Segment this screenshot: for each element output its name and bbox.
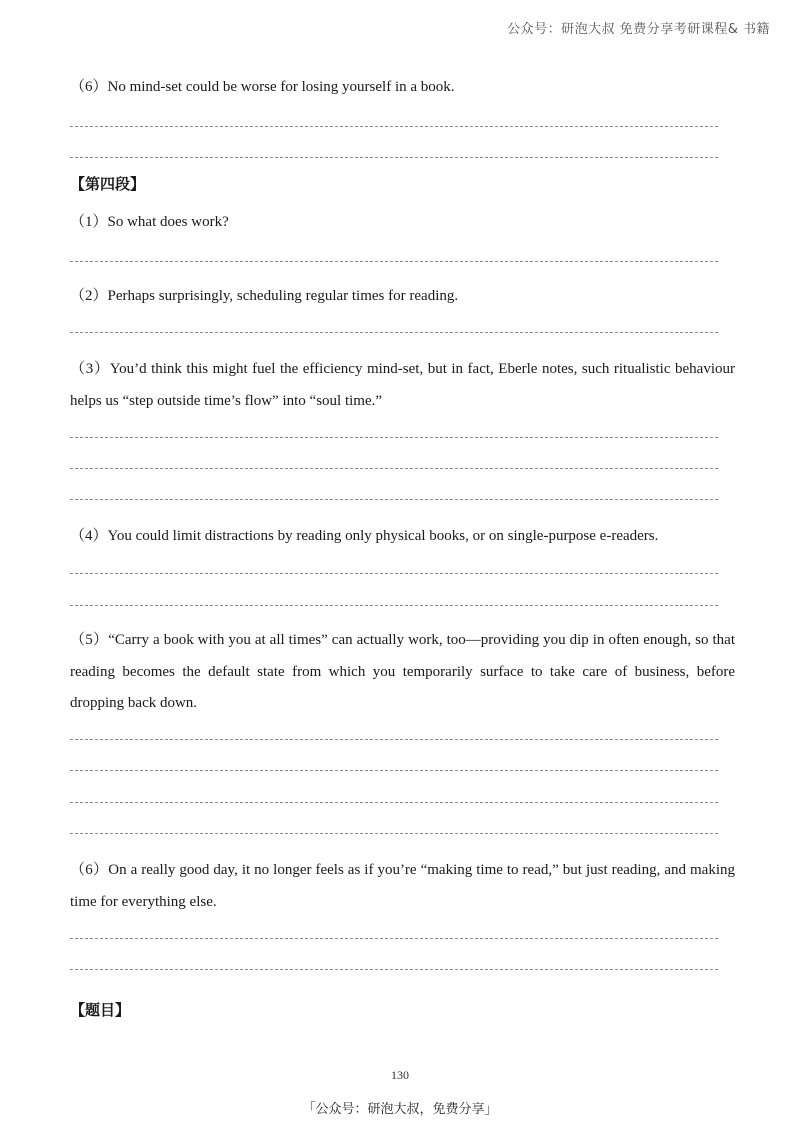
answer-line	[70, 468, 718, 469]
sentence-s4-2: （2）Perhaps surprisingly, scheduling regular times for reading.	[70, 288, 459, 304]
sentence-p3-6: （6）No mind-set could be worse for losing yourself in a book.	[70, 79, 455, 95]
answer-line	[70, 437, 718, 438]
section-heading-questions: 【题目】	[70, 1001, 131, 1019]
answer-line	[70, 833, 718, 834]
answer-line	[70, 969, 718, 970]
answer-line	[70, 605, 718, 606]
watermark: 公众号：研泡大叔 免费分享考研课程& 书籍	[507, 22, 770, 37]
answer-line	[70, 739, 718, 740]
answer-line	[70, 332, 718, 333]
answer-line	[70, 499, 718, 500]
answer-line	[70, 157, 718, 158]
section-heading-4: 【第四段】	[70, 175, 146, 193]
sentence-s4-3: （3）You’d think this might fuel the efficiency mind-set, but in fact, Eberle notes, such ritualistic behaviour helps us “step outside time’s flow” into “soul time.”	[70, 361, 735, 409]
sentence-s4-4: （4）You could limit distractions by reading only physical books, or on single-purpose e-readers.	[70, 528, 659, 544]
answer-line	[70, 802, 718, 803]
answer-line	[70, 126, 718, 127]
footer-note: 「公众号：研泡大叔，免费分享」	[302, 1102, 498, 1117]
answer-line	[70, 770, 718, 771]
answer-line	[70, 573, 718, 574]
sentence-s4-1: （1）So what does work?	[70, 214, 229, 230]
answer-line	[70, 261, 718, 262]
sentence-s4-6: （6）On a really good day, it no longer feels as if you’re “making time to read,” but just reading, and making time for everything else.	[70, 862, 735, 910]
page-number: 130	[391, 1068, 409, 1082]
sentence-s4-5: （5）“Carry a book with you at all times” can actually work, too—providing you dip in often enough, so that reading becomes the default state from which you temporarily surface to take care of business, before dropping back down.	[70, 632, 735, 711]
answer-line	[70, 938, 718, 939]
